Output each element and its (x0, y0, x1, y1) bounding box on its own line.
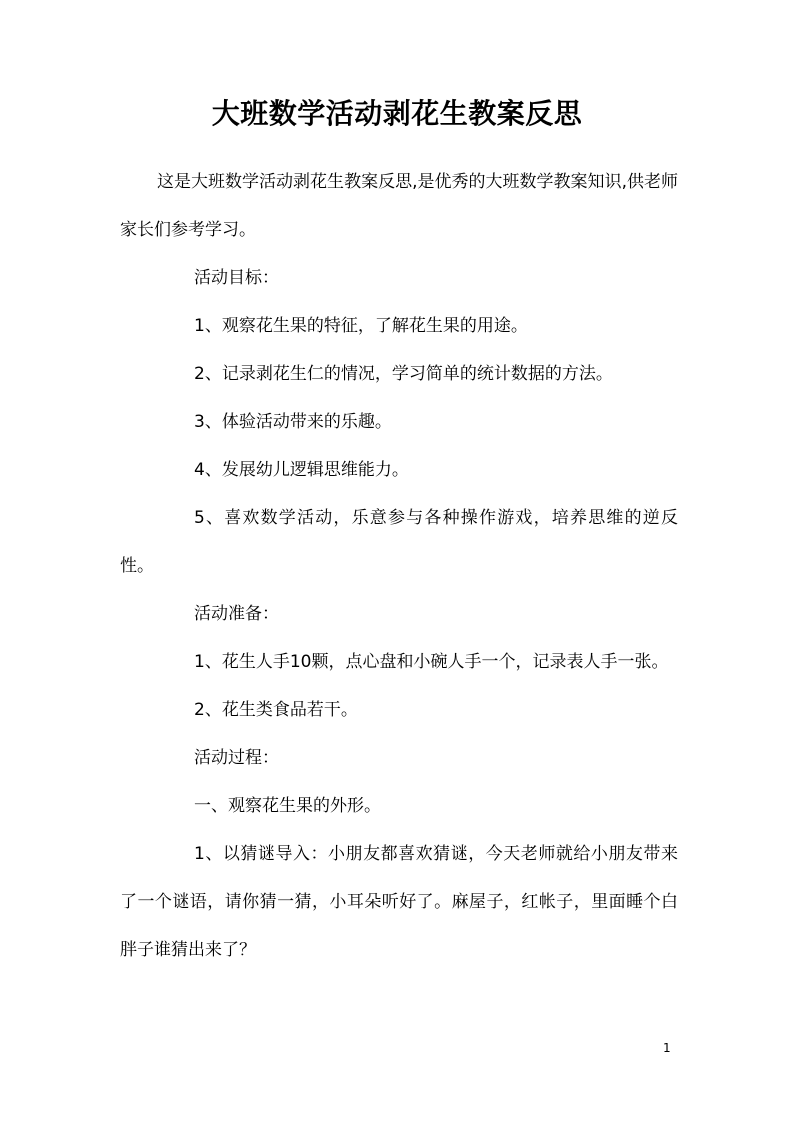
document-title: 大班数学活动剥花生教案反思 (211, 97, 583, 130)
section-heading-process: 活动过程： (194, 748, 279, 768)
objective-item: 5、喜欢数学活动，乐意参与各种操作游戏，培养思维的逆反性。 (120, 508, 678, 576)
section-heading-objectives: 活动目标： (194, 268, 279, 288)
page-number: 1 (663, 1041, 671, 1055)
process-step-heading: 一、观察花生果的外形。 (194, 796, 381, 816)
objective-item: 2、记录剥花生仁的情况，学习简单的统计数据的方法。 (194, 364, 613, 384)
document-body (120, 158, 678, 974)
objective-item: 1、观察花生果的特征，了解花生果的用途。 (194, 316, 528, 336)
objective-item: 3、体验活动带来的乐趣。 (194, 412, 392, 432)
preparation-item: 1、花生人手10颗，点心盘和小碗人手一个，记录表人手一张。 (194, 652, 669, 672)
process-step-item: 1、以猜谜导入：小朋友都喜欢猜谜，今天老师就给小朋友带来了一个谜语，请你猜一猜，小耳朵听好了。麻屋子，红帐子，里面睡个白胖子谁猜出来了？ (120, 844, 678, 960)
objective-item: 4、发展幼儿逻辑思维能力。 (194, 460, 409, 480)
intro-paragraph: 这是大班数学活动剥花生教案反思,是优秀的大班数学教案知识,供老师家长们参考学习。 (120, 172, 678, 240)
section-heading-preparation: 活动准备： (194, 604, 279, 624)
preparation-item: 2、花生类食品若干。 (194, 700, 358, 720)
